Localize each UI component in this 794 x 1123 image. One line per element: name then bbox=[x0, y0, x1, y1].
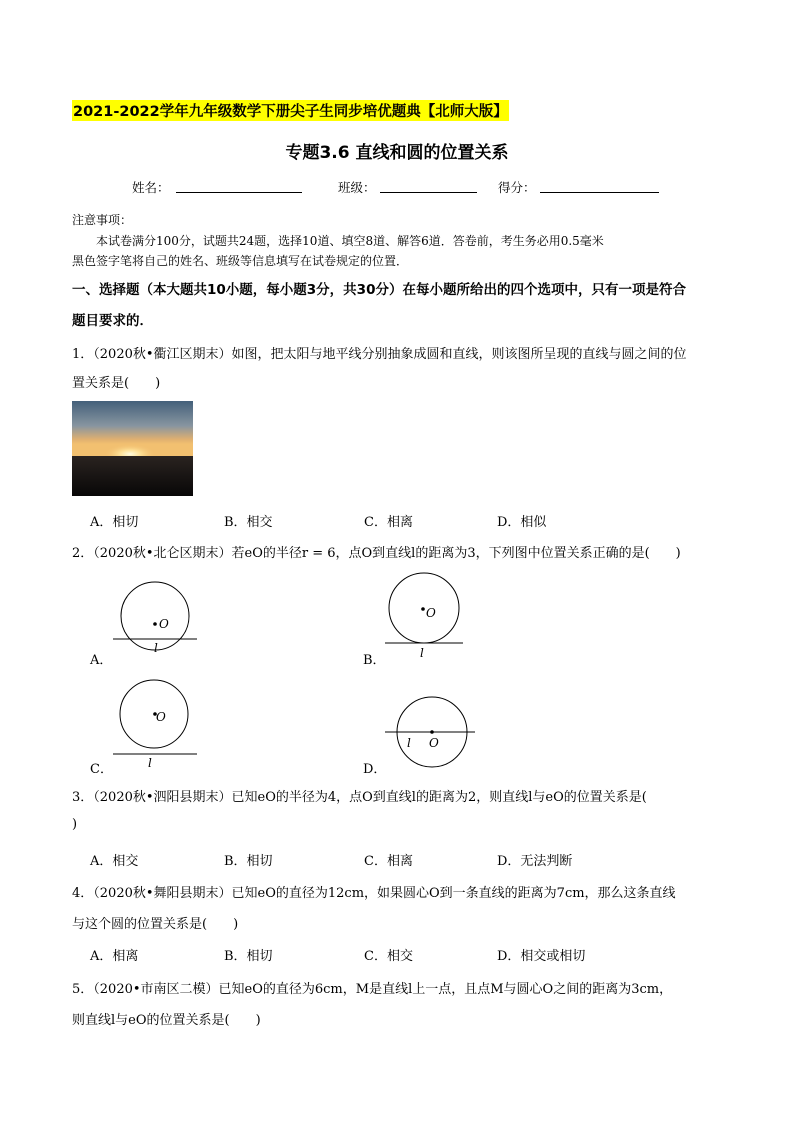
q3-option-a[interactable]: A．相交 bbox=[90, 854, 139, 869]
label-l: l bbox=[154, 641, 158, 655]
q2-figure-d bbox=[385, 694, 477, 774]
center-point bbox=[421, 607, 425, 611]
q1-option-d[interactable]: D．相似 bbox=[497, 515, 547, 530]
q4-option-c[interactable]: C．相交 bbox=[364, 949, 413, 964]
q1-option-c[interactable]: C．相离 bbox=[364, 515, 413, 530]
section-heading-line-2: 题目要求的． bbox=[72, 313, 153, 329]
label-o: O bbox=[426, 606, 436, 620]
q2-figure-a bbox=[106, 580, 206, 660]
question-4-line-1: 4．（2020秋•舞阳县期末）已知eO的直径为12cm，如果圆心O到一条直线的距离为7cm，那么这条直线 bbox=[72, 886, 676, 901]
q4-option-a[interactable]: A．相离 bbox=[90, 949, 139, 964]
q2-option-d-label[interactable]: D． bbox=[363, 762, 387, 777]
label-o: O bbox=[159, 617, 169, 631]
q1-option-b[interactable]: B．相交 bbox=[224, 515, 273, 530]
circle-o bbox=[121, 582, 189, 650]
question-3-line-2: ) bbox=[72, 817, 78, 832]
label-o: O bbox=[429, 736, 439, 750]
q2-option-c-label[interactable]: C． bbox=[90, 762, 113, 777]
notice-line-1: 本试卷满分100分，试题共24题，选择10道、填空8道、解答6道．答卷前，考生务必用0.5毫米 bbox=[96, 234, 604, 248]
sunset-horizon-photo bbox=[72, 401, 193, 496]
center-point bbox=[430, 730, 434, 734]
label-l: l bbox=[420, 646, 424, 660]
question-3-line-1: 3．（2020秋•泗阳县期末）已知eO的半径为4，点O到直线l的距离为2，则直线l与eO的位置关系是( bbox=[72, 790, 647, 805]
q3-option-b[interactable]: B．相切 bbox=[224, 854, 273, 869]
question-1-line-1: 1．（2020秋•衢江区期末）如图，把太阳与地平线分别抽象成圆和直线，则该图所呈现的直线与圆之间的位 bbox=[72, 347, 687, 362]
class-blank[interactable] bbox=[380, 192, 477, 193]
score-label: 得分： bbox=[498, 180, 536, 195]
q3-option-d[interactable]: D．无法判断 bbox=[497, 854, 573, 869]
question-2-line-1: 2．（2020秋•北仑区期末）若eO的半径r = 6，点O到直线l的距离为3，下列图中位置关系正确的是( ) bbox=[72, 546, 681, 561]
question-5-line-2: 则直线l与eO的位置关系是( ) bbox=[72, 1013, 261, 1028]
q4-option-d[interactable]: D．相交或相切 bbox=[497, 949, 586, 964]
q1-option-a[interactable]: A．相切 bbox=[90, 515, 139, 530]
center-point bbox=[153, 622, 157, 626]
label-o: O bbox=[156, 710, 166, 724]
class-label: 班级： bbox=[338, 180, 376, 195]
question-4-line-2: 与这个圆的位置关系是( ) bbox=[72, 917, 239, 932]
name-label: 姓名： bbox=[132, 180, 170, 195]
name-blank[interactable] bbox=[176, 192, 302, 193]
page-title: 专题3.6 直线和圆的位置关系 bbox=[285, 143, 509, 163]
notice-line-2: 黑色签字笔将自己的姓名、班级等信息填写在试卷规定的位置． bbox=[72, 254, 409, 268]
q2-option-a-label[interactable]: A． bbox=[90, 653, 113, 668]
q2-figure-c bbox=[108, 676, 204, 770]
notice-heading: 注意事项： bbox=[72, 213, 133, 227]
series-banner: 2021-2022学年九年级数学下册尖子生同步培优题典【北师大版】 bbox=[72, 100, 509, 121]
question-5-line-1: 5．（2020•市南区二模）已知eO的直径为6cm，M是直线l上一点，且点M与圆心O之间的距离为3cm， bbox=[72, 982, 673, 997]
question-1-line-2: 置关系是( ) bbox=[72, 376, 161, 391]
label-l: l bbox=[407, 736, 411, 750]
q2-figure-b bbox=[382, 572, 472, 662]
q4-option-b[interactable]: B．相切 bbox=[224, 949, 273, 964]
section-heading-line-1: 一、选择题（本大题共10小题，每小题3分，共30分）在每小题所给出的四个选项中，只有一项是符合 bbox=[72, 282, 686, 298]
score-blank[interactable] bbox=[540, 192, 659, 193]
label-l: l bbox=[148, 756, 152, 770]
q2-option-b-label[interactable]: B． bbox=[363, 653, 386, 668]
q3-option-c[interactable]: C．相离 bbox=[364, 854, 413, 869]
